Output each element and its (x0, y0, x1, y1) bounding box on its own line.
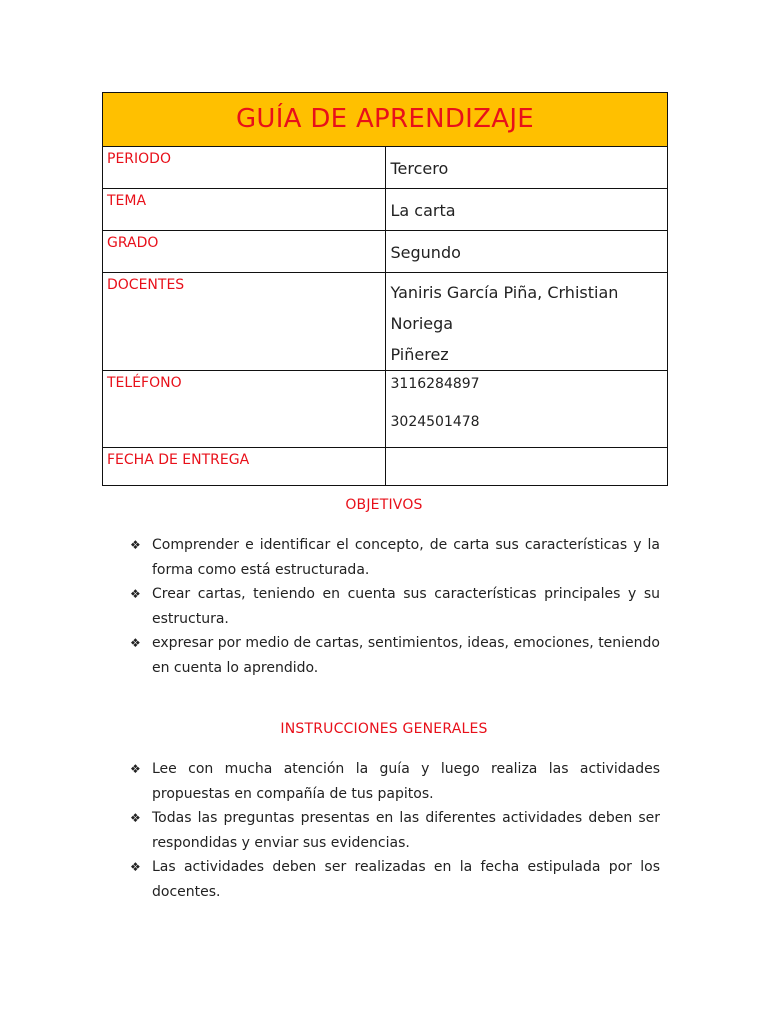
list-item-text: Lee con mucha atención la guía y luego realiza las actividades propuestas en compañía de tus papitos. (152, 761, 660, 802)
table-row-periodo (103, 147, 668, 189)
list-item-text: Todas las preguntas presentas en las diferentes actividades deben ser respondidas y enviar sus evidencias. (152, 810, 660, 851)
table-row-fecha (103, 448, 668, 486)
info-table (102, 92, 668, 486)
grado-value-text: Segundo (390, 243, 461, 262)
tema-value-text: La carta (390, 201, 456, 220)
fecha-label: FECHA DE ENTREGA (103, 448, 386, 486)
docentes-value-line1: Yaniris García Piña, Crhistian Noriega (390, 283, 619, 333)
list-item-text: Comprender e identificar el concepto, de carta sus características y la forma como está estructurada. (152, 537, 660, 578)
table-row-grado (103, 231, 668, 273)
instrucciones-list (130, 757, 660, 904)
diamond-bullet-icon: ❖ (130, 811, 141, 825)
docentes-value (385, 273, 668, 371)
telefono-value (385, 371, 668, 448)
diamond-bullet-icon: ❖ (130, 587, 141, 601)
list-item (130, 757, 660, 806)
fecha-value (385, 448, 668, 486)
grado-label: GRADO (103, 231, 386, 273)
list-item-text: Crear cartas, teniendo en cuenta sus características principales y su estructura. (152, 586, 660, 627)
guide-title: GUÍA DE APRENDIZAJE (103, 93, 668, 147)
tema-label: TEMA (103, 189, 386, 231)
docentes-label: DOCENTES (103, 273, 386, 371)
grado-value (385, 231, 668, 273)
instrucciones-title: INSTRUCCIONES GENERALES (280, 721, 488, 737)
diamond-bullet-icon: ❖ (130, 538, 141, 552)
objetivos-list (130, 533, 660, 680)
table-row-telefono (103, 371, 668, 448)
list-item (130, 631, 660, 680)
periodo-value (385, 147, 668, 189)
list-item (130, 533, 660, 582)
list-item-text: expresar por medio de cartas, sentimientos, ideas, emociones, teniendo en cuenta lo aprendido. (152, 635, 660, 676)
objetivos-title: OBJETIVOS (345, 497, 423, 513)
telefono-1: 3116284897 (390, 376, 480, 392)
table-row-tema (103, 189, 668, 231)
docentes-value-line2: Piñerez (390, 345, 449, 364)
telefono-label: TELÉFONO (103, 371, 386, 448)
tema-value (385, 189, 668, 231)
list-item (130, 855, 660, 904)
diamond-bullet-icon: ❖ (130, 636, 141, 650)
list-item-text: Las actividades deben ser realizadas en la fecha estipulada por los docentes. (152, 859, 660, 900)
diamond-bullet-icon: ❖ (130, 762, 141, 776)
telefono-2: 3024501478 (390, 414, 480, 430)
diamond-bullet-icon: ❖ (130, 860, 141, 874)
list-item (130, 806, 660, 855)
periodo-value-text: Tercero (390, 159, 449, 178)
list-item (130, 582, 660, 631)
periodo-label: PERIODO (103, 147, 386, 189)
table-row-docentes (103, 273, 668, 371)
